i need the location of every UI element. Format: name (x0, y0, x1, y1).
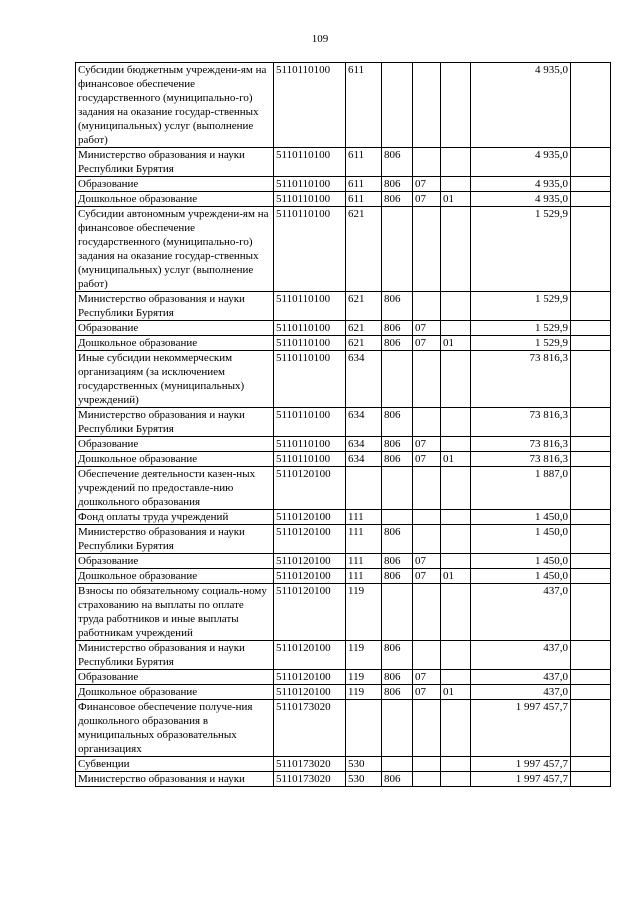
expense-type-cell: 111 (346, 525, 382, 554)
table-row (76, 452, 611, 467)
target-code-cell: 5110120100 (274, 670, 346, 685)
expense-type-cell: 119 (346, 670, 382, 685)
table-row (76, 757, 611, 772)
section-cell (413, 408, 441, 437)
subsection-cell (441, 641, 471, 670)
table-row (76, 685, 611, 700)
extra-cell (571, 757, 611, 772)
ministry-code-cell: 806 (382, 192, 413, 207)
row-name-cell: Министерство образования и науки Республики Бурятия (76, 641, 274, 670)
section-cell (413, 351, 441, 408)
subsection-cell (441, 148, 471, 177)
row-name-cell: Образование (76, 670, 274, 685)
section-cell: 07 (413, 554, 441, 569)
table-row (76, 351, 611, 408)
table-row (76, 437, 611, 452)
amount-cell: 73 816,3 (471, 351, 571, 408)
extra-cell (571, 437, 611, 452)
target-code-cell: 5110110100 (274, 292, 346, 321)
amount-cell: 73 816,3 (471, 452, 571, 467)
expense-type-cell: 111 (346, 554, 382, 569)
expense-type-cell: 530 (346, 757, 382, 772)
table-row (76, 336, 611, 351)
extra-cell (571, 336, 611, 351)
expense-type-cell: 634 (346, 351, 382, 408)
ministry-code-cell: 806 (382, 772, 413, 787)
extra-cell (571, 467, 611, 510)
subsection-cell: 01 (441, 452, 471, 467)
amount-cell: 1 450,0 (471, 510, 571, 525)
ministry-code-cell: 806 (382, 292, 413, 321)
amount-cell: 1 997 457,7 (471, 700, 571, 757)
ministry-code-cell: 806 (382, 336, 413, 351)
table-row (76, 177, 611, 192)
section-cell (413, 641, 441, 670)
expense-type-cell (346, 467, 382, 510)
subsection-cell (441, 467, 471, 510)
table-row (76, 321, 611, 336)
table-row (76, 569, 611, 584)
target-code-cell: 5110120100 (274, 685, 346, 700)
extra-cell (571, 685, 611, 700)
subsection-cell (441, 554, 471, 569)
extra-cell (571, 321, 611, 336)
target-code-cell: 5110120100 (274, 554, 346, 569)
section-cell: 07 (413, 670, 441, 685)
section-cell: 07 (413, 437, 441, 452)
expense-type-cell: 621 (346, 336, 382, 351)
row-name-cell: Министерство образования и науки Республики Бурятия (76, 408, 274, 437)
subsection-cell (441, 670, 471, 685)
ministry-code-cell: 806 (382, 641, 413, 670)
amount-cell: 437,0 (471, 685, 571, 700)
row-name-cell: Образование (76, 177, 274, 192)
amount-cell: 437,0 (471, 584, 571, 641)
section-cell (413, 467, 441, 510)
row-name-cell: Дошкольное образование (76, 685, 274, 700)
amount-cell: 1 529,9 (471, 292, 571, 321)
ministry-code-cell (382, 584, 413, 641)
row-name-cell: Министерство образования и науки (76, 772, 274, 787)
extra-cell (571, 525, 611, 554)
amount-cell: 73 816,3 (471, 408, 571, 437)
amount-cell: 1 450,0 (471, 554, 571, 569)
subsection-cell (441, 757, 471, 772)
target-code-cell: 5110110100 (274, 351, 346, 408)
extra-cell (571, 351, 611, 408)
extra-cell (571, 772, 611, 787)
amount-cell: 1 450,0 (471, 569, 571, 584)
section-cell (413, 772, 441, 787)
section-cell (413, 757, 441, 772)
table-row (76, 292, 611, 321)
extra-cell (571, 670, 611, 685)
row-name-cell: Дошкольное образование (76, 192, 274, 207)
extra-cell (571, 408, 611, 437)
table-row (76, 584, 611, 641)
extra-cell (571, 584, 611, 641)
row-name-cell: Взносы по обязательному социаль-ному страхованию на выплаты по оплате труда работников и иные выплаты работникам учреждений (76, 584, 274, 641)
table-row (76, 510, 611, 525)
target-code-cell: 5110110100 (274, 207, 346, 292)
subsection-cell (441, 510, 471, 525)
ministry-code-cell: 806 (382, 525, 413, 554)
amount-cell: 73 816,3 (471, 437, 571, 452)
section-cell: 07 (413, 177, 441, 192)
ministry-code-cell: 806 (382, 554, 413, 569)
ministry-code-cell: 806 (382, 452, 413, 467)
ministry-code-cell: 806 (382, 685, 413, 700)
ministry-code-cell (382, 207, 413, 292)
target-code-cell: 5110110100 (274, 148, 346, 177)
table-row (76, 192, 611, 207)
extra-cell (571, 192, 611, 207)
row-name-cell: Дошкольное образование (76, 569, 274, 584)
target-code-cell: 5110110100 (274, 336, 346, 351)
table-row (76, 63, 611, 148)
table-row (76, 148, 611, 177)
section-cell (413, 292, 441, 321)
row-name-cell: Образование (76, 437, 274, 452)
subsection-cell (441, 584, 471, 641)
amount-cell: 4 935,0 (471, 177, 571, 192)
ministry-code-cell (382, 510, 413, 525)
row-name-cell: Финансовое обеспечение получе-ния дошкольного образования в муниципальных образовательных организациях (76, 700, 274, 757)
row-name-cell: Министерство образования и науки Республики Бурятия (76, 525, 274, 554)
expense-type-cell: 611 (346, 148, 382, 177)
target-code-cell: 5110120100 (274, 525, 346, 554)
row-name-cell: Обеспечение деятельности казен-ных учреждений по предоставле-нию дошкольного образования (76, 467, 274, 510)
section-cell: 07 (413, 192, 441, 207)
table-row (76, 700, 611, 757)
subsection-cell: 01 (441, 192, 471, 207)
expense-type-cell: 621 (346, 321, 382, 336)
target-code-cell: 5110110100 (274, 321, 346, 336)
extra-cell (571, 63, 611, 148)
section-cell (413, 510, 441, 525)
target-code-cell: 5110110100 (274, 452, 346, 467)
ministry-code-cell: 806 (382, 569, 413, 584)
expense-type-cell: 111 (346, 569, 382, 584)
subsection-cell (441, 772, 471, 787)
row-name-cell: Дошкольное образование (76, 452, 274, 467)
amount-cell: 1 529,9 (471, 336, 571, 351)
subsection-cell (441, 525, 471, 554)
target-code-cell: 5110110100 (274, 177, 346, 192)
row-name-cell: Министерство образования и науки Республики Бурятия (76, 148, 274, 177)
expense-type-cell: 119 (346, 685, 382, 700)
amount-cell: 437,0 (471, 641, 571, 670)
ministry-code-cell (382, 467, 413, 510)
target-code-cell: 5110120100 (274, 641, 346, 670)
ministry-code-cell (382, 63, 413, 148)
extra-cell (571, 207, 611, 292)
target-code-cell: 5110173020 (274, 757, 346, 772)
amount-cell: 1 997 457,7 (471, 757, 571, 772)
row-name-cell: Субсидии бюджетным учреждени-ям на финансовое обеспечение государственного (муниципально-го) задания на оказание государ-ственных (муниципальных) услуг (выполнение работ) (76, 63, 274, 148)
ministry-code-cell (382, 757, 413, 772)
amount-cell: 1 529,9 (471, 321, 571, 336)
extra-cell (571, 177, 611, 192)
expense-type-cell: 634 (346, 452, 382, 467)
table-row (76, 467, 611, 510)
table-row (76, 408, 611, 437)
budget-table (75, 62, 611, 787)
amount-cell: 4 935,0 (471, 148, 571, 177)
extra-cell (571, 554, 611, 569)
expense-type-cell (346, 700, 382, 757)
expense-type-cell: 530 (346, 772, 382, 787)
amount-cell: 4 935,0 (471, 63, 571, 148)
expense-type-cell: 119 (346, 641, 382, 670)
target-code-cell: 5110173020 (274, 772, 346, 787)
section-cell: 07 (413, 336, 441, 351)
amount-cell: 1 887,0 (471, 467, 571, 510)
section-cell (413, 584, 441, 641)
page-number: 109 (311, 33, 329, 45)
target-code-cell: 5110120100 (274, 467, 346, 510)
target-code-cell: 5110110100 (274, 408, 346, 437)
row-name-cell: Образование (76, 321, 274, 336)
subsection-cell (441, 437, 471, 452)
expense-type-cell: 611 (346, 177, 382, 192)
ministry-code-cell: 806 (382, 177, 413, 192)
section-cell: 07 (413, 321, 441, 336)
expense-type-cell: 611 (346, 63, 382, 148)
row-name-cell: Субвенции (76, 757, 274, 772)
ministry-code-cell: 806 (382, 437, 413, 452)
extra-cell (571, 569, 611, 584)
subsection-cell (441, 207, 471, 292)
ministry-code-cell: 806 (382, 670, 413, 685)
target-code-cell: 5110110100 (274, 437, 346, 452)
table-row (76, 554, 611, 569)
section-cell (413, 207, 441, 292)
subsection-cell (441, 351, 471, 408)
subsection-cell (441, 292, 471, 321)
section-cell (413, 525, 441, 554)
row-name-cell: Министерство образования и науки Республики Бурятия (76, 292, 274, 321)
target-code-cell: 5110173020 (274, 700, 346, 757)
expense-type-cell: 621 (346, 207, 382, 292)
target-code-cell: 5110120100 (274, 569, 346, 584)
amount-cell: 1 997 457,7 (471, 772, 571, 787)
subsection-cell: 01 (441, 569, 471, 584)
row-name-cell: Субсидии автономным учреждени-ям на финансовое обеспечение государственного (муниципально-го) задания на оказание государ-ственных (муниципальных) услуг (выполнение работ) (76, 207, 274, 292)
expense-type-cell: 611 (346, 192, 382, 207)
section-cell: 07 (413, 569, 441, 584)
ministry-code-cell (382, 351, 413, 408)
section-cell (413, 700, 441, 757)
table-row (76, 670, 611, 685)
target-code-cell: 5110110100 (274, 63, 346, 148)
row-name-cell: Фонд оплаты труда учреждений (76, 510, 274, 525)
amount-cell: 1 529,9 (471, 207, 571, 292)
table-row (76, 207, 611, 292)
extra-cell (571, 641, 611, 670)
amount-cell: 4 935,0 (471, 192, 571, 207)
subsection-cell (441, 408, 471, 437)
section-cell (413, 63, 441, 148)
row-name-cell: Иные субсидии некоммерческим организациям (за исключением государственных (муниципальных) учреждений) (76, 351, 274, 408)
ministry-code-cell: 806 (382, 408, 413, 437)
ministry-code-cell: 806 (382, 148, 413, 177)
extra-cell (571, 148, 611, 177)
table-row (76, 525, 611, 554)
ministry-code-cell: 806 (382, 321, 413, 336)
row-name-cell: Образование (76, 554, 274, 569)
section-cell: 07 (413, 452, 441, 467)
target-code-cell: 5110120100 (274, 510, 346, 525)
table-row (76, 772, 611, 787)
ministry-code-cell (382, 700, 413, 757)
target-code-cell: 5110120100 (274, 584, 346, 641)
amount-cell: 437,0 (471, 670, 571, 685)
table-row (76, 641, 611, 670)
section-cell: 07 (413, 685, 441, 700)
subsection-cell: 01 (441, 685, 471, 700)
amount-cell: 1 450,0 (471, 525, 571, 554)
subsection-cell: 01 (441, 336, 471, 351)
subsection-cell (441, 700, 471, 757)
expense-type-cell: 111 (346, 510, 382, 525)
row-name-cell: Дошкольное образование (76, 336, 274, 351)
extra-cell (571, 452, 611, 467)
subsection-cell (441, 63, 471, 148)
section-cell (413, 148, 441, 177)
expense-type-cell: 119 (346, 584, 382, 641)
subsection-cell (441, 177, 471, 192)
extra-cell (571, 510, 611, 525)
target-code-cell: 5110110100 (274, 192, 346, 207)
subsection-cell (441, 321, 471, 336)
expense-type-cell: 621 (346, 292, 382, 321)
extra-cell (571, 292, 611, 321)
extra-cell (571, 700, 611, 757)
expense-type-cell: 634 (346, 408, 382, 437)
expense-type-cell: 634 (346, 437, 382, 452)
